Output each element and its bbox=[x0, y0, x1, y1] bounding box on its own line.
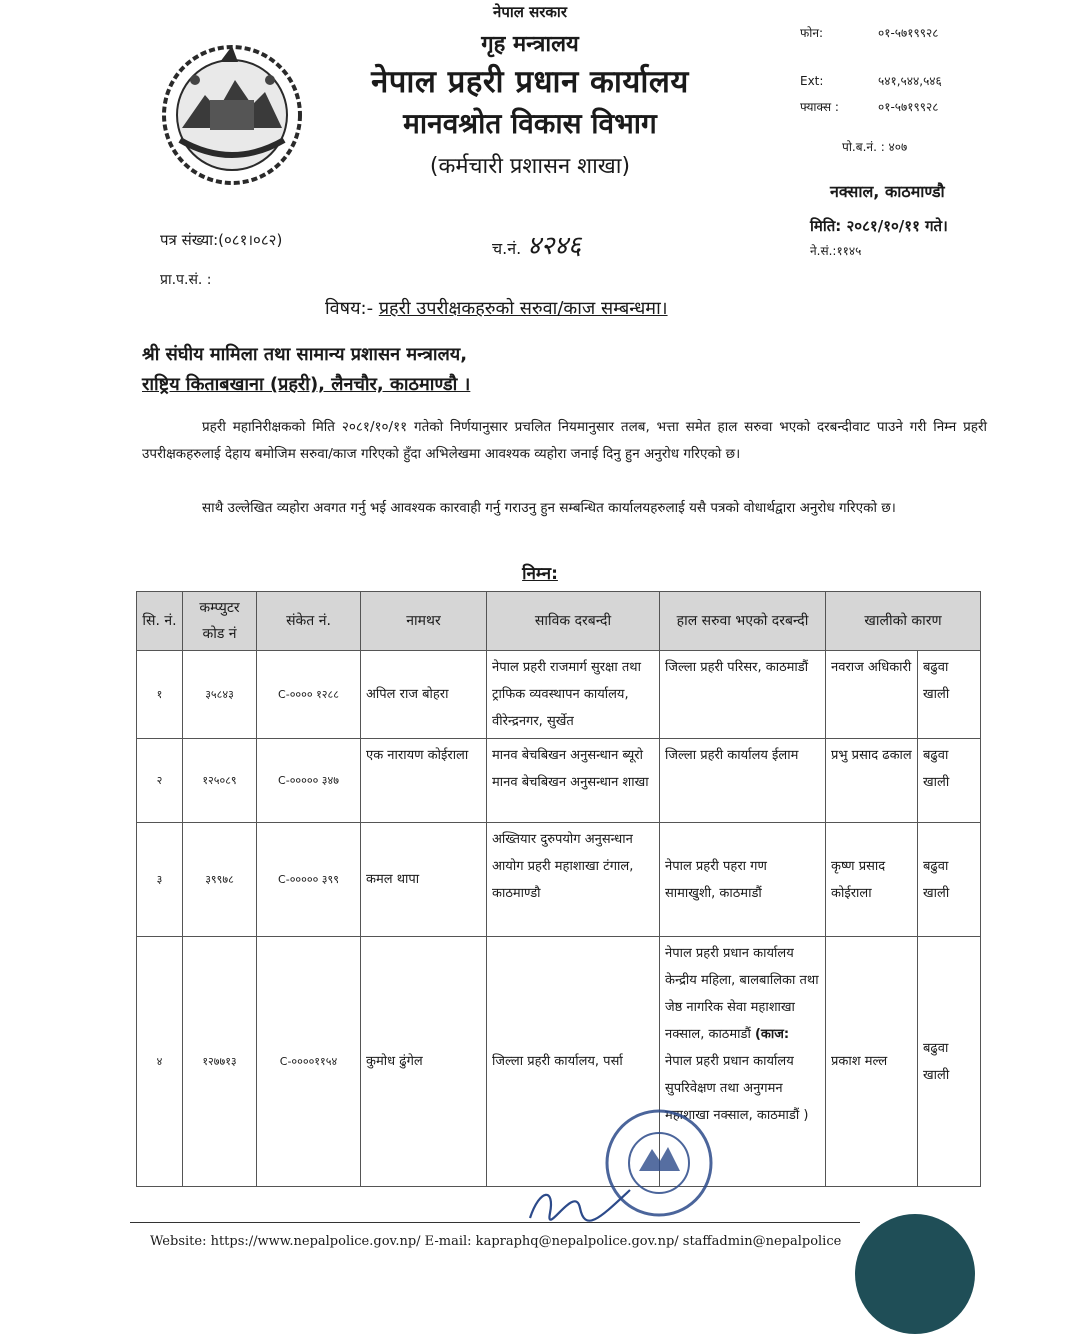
cell-reason: बढुवा खाली bbox=[918, 651, 981, 739]
cell-sanket: C-००००० ३९९ bbox=[257, 823, 361, 937]
reference-number: पत्र संख्या:(०८१।०८२) bbox=[160, 231, 283, 249]
subject-line bbox=[325, 296, 668, 320]
cell-reason: बढुवा खाली bbox=[918, 937, 981, 1187]
cell-hal: नेपाल प्रहरी पहरा गण सामाखुशी, काठमाडौं bbox=[660, 823, 826, 937]
cell-name: एक नारायण कोईराला bbox=[361, 739, 487, 823]
header-government: नेपाल सरकार bbox=[493, 3, 567, 21]
cell-name: कमल थापा bbox=[361, 823, 487, 937]
cell-sabik: जिल्ला प्रहरी कार्यालय, पर्सा bbox=[487, 937, 660, 1187]
body-paragraph-1-text: प्रहरी महानिरीक्षकको मिति २०८१/१०/११ गतेको निर्णयानुसार प्रचलित नियमानुसार तलब, भत्ता समेत हाल सरुवा भएको दरबन्दीवाट पाउने गरी निम्न प्रहरी उपरीक्षकहरुलाई देहाय बमोजिम सरुवा/काज गरिएको हुँदा अभिलेखमा आवश्यक व्यहोरा जनाई दिनु हुन अनुरोध गरिएको छ। bbox=[142, 419, 987, 462]
chalan-value: ४२४६ bbox=[527, 231, 582, 261]
subject-text: प्रहरी उपरीक्षकहरुको सरुवा/काज सम्बन्धमा। bbox=[378, 298, 668, 319]
cell-sanket: C-००००११५४ bbox=[257, 937, 361, 1187]
nepal-sambat: ने.सं.:११४५ bbox=[810, 244, 862, 258]
cell-reason-name: प्रकाश मल्ल bbox=[826, 937, 918, 1187]
header-branch: (कर्मचारी प्रशासन शाखा) bbox=[429, 154, 631, 179]
ext-row bbox=[800, 72, 942, 89]
office-place: नक्साल, काठमाण्डौ bbox=[830, 182, 945, 201]
chalan-label: च.नं. bbox=[492, 239, 522, 258]
header-code: कम्प्युटर कोड नं bbox=[183, 592, 257, 651]
table-row bbox=[137, 823, 981, 937]
table-header-row bbox=[137, 592, 981, 651]
cell-reason: बढुवा खाली bbox=[918, 739, 981, 823]
header-name: नामथर bbox=[361, 592, 487, 651]
body-paragraph-1 bbox=[142, 414, 987, 468]
chalan-number bbox=[492, 226, 581, 262]
header-sabik: साविक दरबन्दी bbox=[487, 592, 660, 651]
cell-name: अपिल राज बोहरा bbox=[361, 651, 487, 739]
addressee-line-1: श्री संघीय मामिला तथा सामान्य प्रशासन मन्त्रालय, bbox=[142, 344, 468, 365]
header-sanket: संकेत नं. bbox=[257, 592, 361, 651]
cell-sabik: नेपाल प्रहरी राजमार्ग सुरक्षा तथा ट्राफिक व्यवस्थापन कार्यालय, वीरेन्द्रनगर, सुर्खेत bbox=[487, 651, 660, 739]
cell-hal: जिल्ला प्रहरी परिसर, काठमाडौं bbox=[660, 651, 826, 739]
ext-value: ५४१,५४४,५४६ bbox=[878, 74, 942, 88]
header-sn: सि. नं. bbox=[137, 592, 183, 651]
cell-hal-kaj-label: (काज: bbox=[754, 1027, 790, 1042]
header-department: मानवश्रोत विकास विभाग bbox=[403, 107, 657, 140]
cell-code: ३५८४३ bbox=[183, 651, 257, 739]
cell-sn: २ bbox=[137, 739, 183, 823]
list-heading: निम्न: bbox=[522, 564, 558, 584]
cell-sn: ३ bbox=[137, 823, 183, 937]
cell-reason: बढुवा खाली bbox=[918, 823, 981, 937]
cell-code: ३९९७८ bbox=[183, 823, 257, 937]
cell-sabik: मानव बेचबिखन अनुसन्धान ब्यूरो मानव बेचबिखन अनुसन्धान शाखा bbox=[487, 739, 660, 823]
phone-row bbox=[800, 24, 939, 41]
prps-label: प्रा.प.सं. : bbox=[160, 272, 212, 288]
table-row bbox=[137, 937, 981, 1187]
cell-reason-name: प्रभु प्रसाद ढकाल bbox=[826, 739, 918, 823]
footer-divider bbox=[130, 1222, 860, 1223]
cell-reason-name: कृष्ण प्रसाद कोईराला bbox=[826, 823, 918, 937]
transfer-table bbox=[136, 591, 981, 1187]
cell-sabik: अख्तियार दुरुपयोग अनुसन्धान आयोग प्रहरी महाशाखा टंगाल, काठमाण्डौ bbox=[487, 823, 660, 937]
fax-value: ०१-५७१९९२८ bbox=[878, 100, 939, 114]
cell-sanket: C-००००० ३४७ bbox=[257, 739, 361, 823]
body-paragraph-2-text: साथै उल्लेखित व्यहोरा अवगत गर्नु भई आवश्यक कारवाही गर्नु गराउनु हुन सम्बन्धित कार्यालयहरुलाई यसै पत्रको वोधार्थद्वारा अनुरोध गरिएको छ। bbox=[202, 500, 896, 516]
header-office: नेपाल प्रहरी प्रधान कार्यालय bbox=[371, 64, 689, 100]
addressee-line-2: राष्ट्रिय किताबखाना (प्रहरी), लैनचौर, काठमाण्डौ । bbox=[142, 374, 471, 395]
cell-sn: ४ bbox=[137, 937, 183, 1187]
phone-label: फोन: bbox=[800, 26, 824, 40]
ext-label: Ext: bbox=[800, 74, 824, 88]
cell-code: १२५०८९ bbox=[183, 739, 257, 823]
letter-date: मिति: २०८१/१०/११ गते। bbox=[810, 217, 948, 235]
cell-hal-kaj: नेपाल प्रहरी प्रधान कार्यालय सुपरिवेक्षण तथा अनुगमन महाशाखा नक्साल, काठमाडौं ) bbox=[665, 1054, 809, 1123]
cell-name: कुमोध ढुंगेल bbox=[361, 937, 487, 1187]
fax-label: फ्याक्स : bbox=[800, 100, 839, 114]
nepal-emblem-icon bbox=[160, 40, 305, 190]
header-hal: हाल सरुवा भएको दरबन्दी bbox=[660, 592, 826, 651]
cell-code: १२७७१३ bbox=[183, 937, 257, 1187]
cell-sanket: C-०००० १२८८ bbox=[257, 651, 361, 739]
cell-hal: जिल्ला प्रहरी कार्यालय ईलाम bbox=[660, 739, 826, 823]
corner-badge bbox=[855, 1214, 975, 1334]
phone-value: ०१-५७१९९२८ bbox=[878, 26, 939, 40]
header-reason: खालीको कारण bbox=[826, 592, 981, 651]
cell-sn: १ bbox=[137, 651, 183, 739]
header-ministry: गृह मन्त्रालय bbox=[481, 32, 579, 57]
table-row bbox=[137, 739, 981, 823]
footer-contact: Website: https://www.nepalpolice.gov.np/ E-mail: kapraphq@nepalpolice.gov.np/ staffadmin@nepalpolice bbox=[150, 1234, 842, 1249]
cell-reason-name: नवराज अधिकारी bbox=[826, 651, 918, 739]
signature-icon bbox=[520, 1178, 640, 1228]
pobox: पो.ब.नं. : ४०७ bbox=[842, 140, 908, 154]
body-paragraph-2 bbox=[142, 495, 987, 522]
fax-row bbox=[800, 98, 939, 115]
subject-label: विषय:- bbox=[325, 298, 374, 319]
table-row bbox=[137, 651, 981, 739]
cell-hal-main: नेपाल प्रहरी प्रधान कार्यालय केन्द्रीय महिला, बालबालिका तथा जेष्ठ नागरिक सेवा महाशाखा नक्साल, काठमाडौं bbox=[665, 946, 819, 1042]
